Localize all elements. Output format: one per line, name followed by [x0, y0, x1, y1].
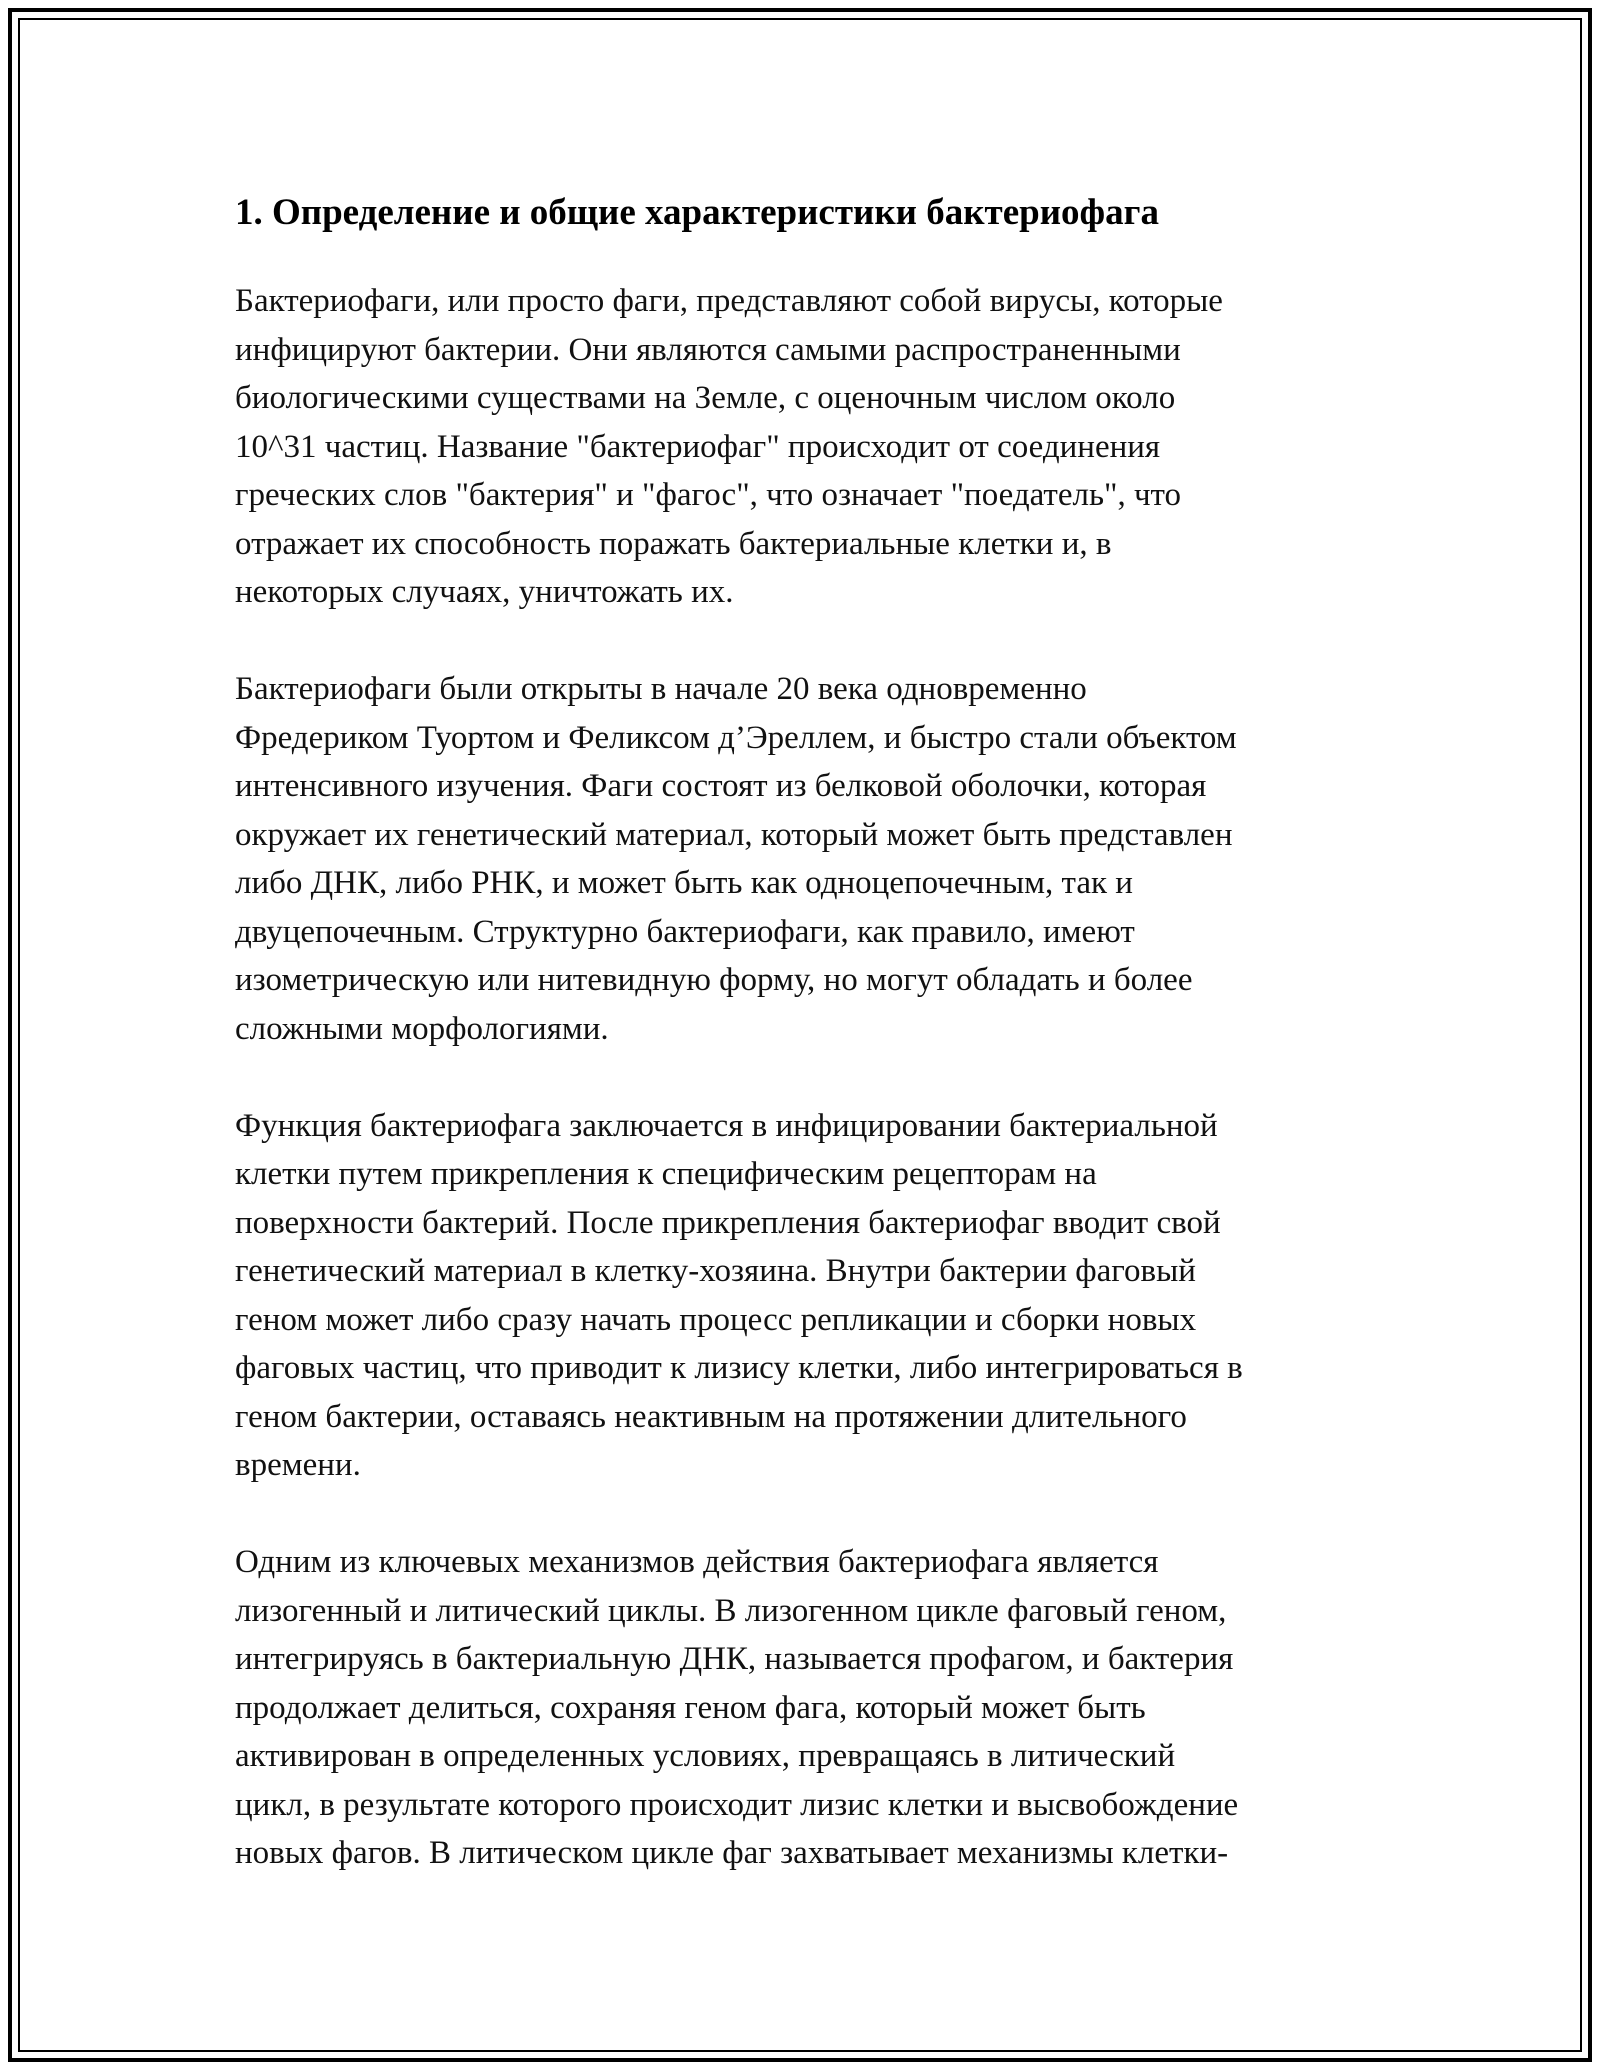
paragraph-4 [235, 1538, 1385, 1878]
paragraph-line: времени. [235, 1447, 361, 1483]
paragraph-line: греческих слов "бактерия" и "фагос", что означает "поедатель", что [235, 477, 1182, 513]
paragraph-line: Функция бактериофага заключается в инфицировании бактериальной [235, 1107, 1218, 1144]
paragraph-line: интегрируясь в бактериальную ДНК, называется профагом, и бактерия [235, 1641, 1234, 1677]
paragraph-line: некоторых случаях, уничтожать их. [235, 574, 734, 610]
paragraph-line: 10^31 частиц. Название "бактериофаг" происходит от соединения [235, 428, 1161, 465]
paragraph-1 [235, 277, 1385, 617]
paragraph-line: продолжает делиться, сохраняя геном фага, который может быть [235, 1689, 1146, 1726]
paragraph-line: окружает их генетический материал, который может быть представлен [235, 816, 1233, 853]
paragraph-line: новых фагов. В литическом цикле фаг захватывает механизмы клетки- [235, 1835, 1229, 1871]
paragraph-line: биологическими существами на Земле, с оценочным числом около [235, 380, 1176, 416]
paragraph-line: изометрическую или нитевидную форму, но могут обладать и более [235, 962, 1193, 998]
paragraph-line: Бактериофаги были открыты в начале 20 века одновременно [235, 671, 1087, 707]
paragraph-line: Фредериком Туортом и Феликсом д’Эреллем, и быстро стали объектом [235, 719, 1237, 756]
paragraph-line: фаговых частиц, что приводит к лизису клетки, либо интегрироваться в [235, 1350, 1243, 1386]
paragraph-2 [235, 665, 1385, 1053]
paragraph-line: лизогенный и литический циклы. В лизогенном цикле фаговый геном, [235, 1592, 1227, 1629]
paragraph-line: активирован в определенных условиях, превращаясь в литический [235, 1738, 1176, 1774]
section-heading: 1. Определение и общие характеристики бактериофага [235, 192, 1159, 233]
paragraph-line: поверхности бактерий. После прикрепления бактериофаг вводит свой [235, 1204, 1221, 1241]
paragraph-line: Одним из ключевых механизмов действия бактериофага является [235, 1544, 1159, 1580]
paragraph-3 [235, 1102, 1385, 1490]
paragraph-line: интенсивного изучения. Фаги состоят из белковой оболочки, которая [235, 768, 1207, 804]
paragraph-line: двуцепочечным. Структурно бактериофаги, как правило, имеют [235, 913, 1135, 950]
paragraph-line: инфицируют бактерии. Они являются самыми распространенными [235, 331, 1181, 368]
paragraph-line: либо ДНК, либо РНК, и может быть как одноцепочечным, так и [235, 865, 1133, 901]
paragraph-line: геном может либо сразу начать процесс репликации и сборки новых [235, 1301, 1197, 1338]
paragraph-line: отражает их способность поражать бактериальные клетки и, в [235, 525, 1112, 562]
paragraph-line: цикл, в результате которого происходит лизис клетки и высвобождение [235, 1786, 1239, 1823]
paragraph-line: сложными морфологиями. [235, 1010, 609, 1047]
paragraph-line: геном бактерии, оставаясь неактивным на протяжении длительного [235, 1398, 1187, 1435]
paragraph-line: генетический материал в клетку-хозяина. Внутри бактерии фаговый [235, 1253, 1196, 1289]
document-body [235, 185, 1385, 1926]
paragraph-line: клетки путем прикрепления к специфическим рецепторам на [235, 1156, 1097, 1192]
paragraph-line: Бактериофаги, или просто фаги, представляют собой вирусы, которые [235, 283, 1223, 319]
